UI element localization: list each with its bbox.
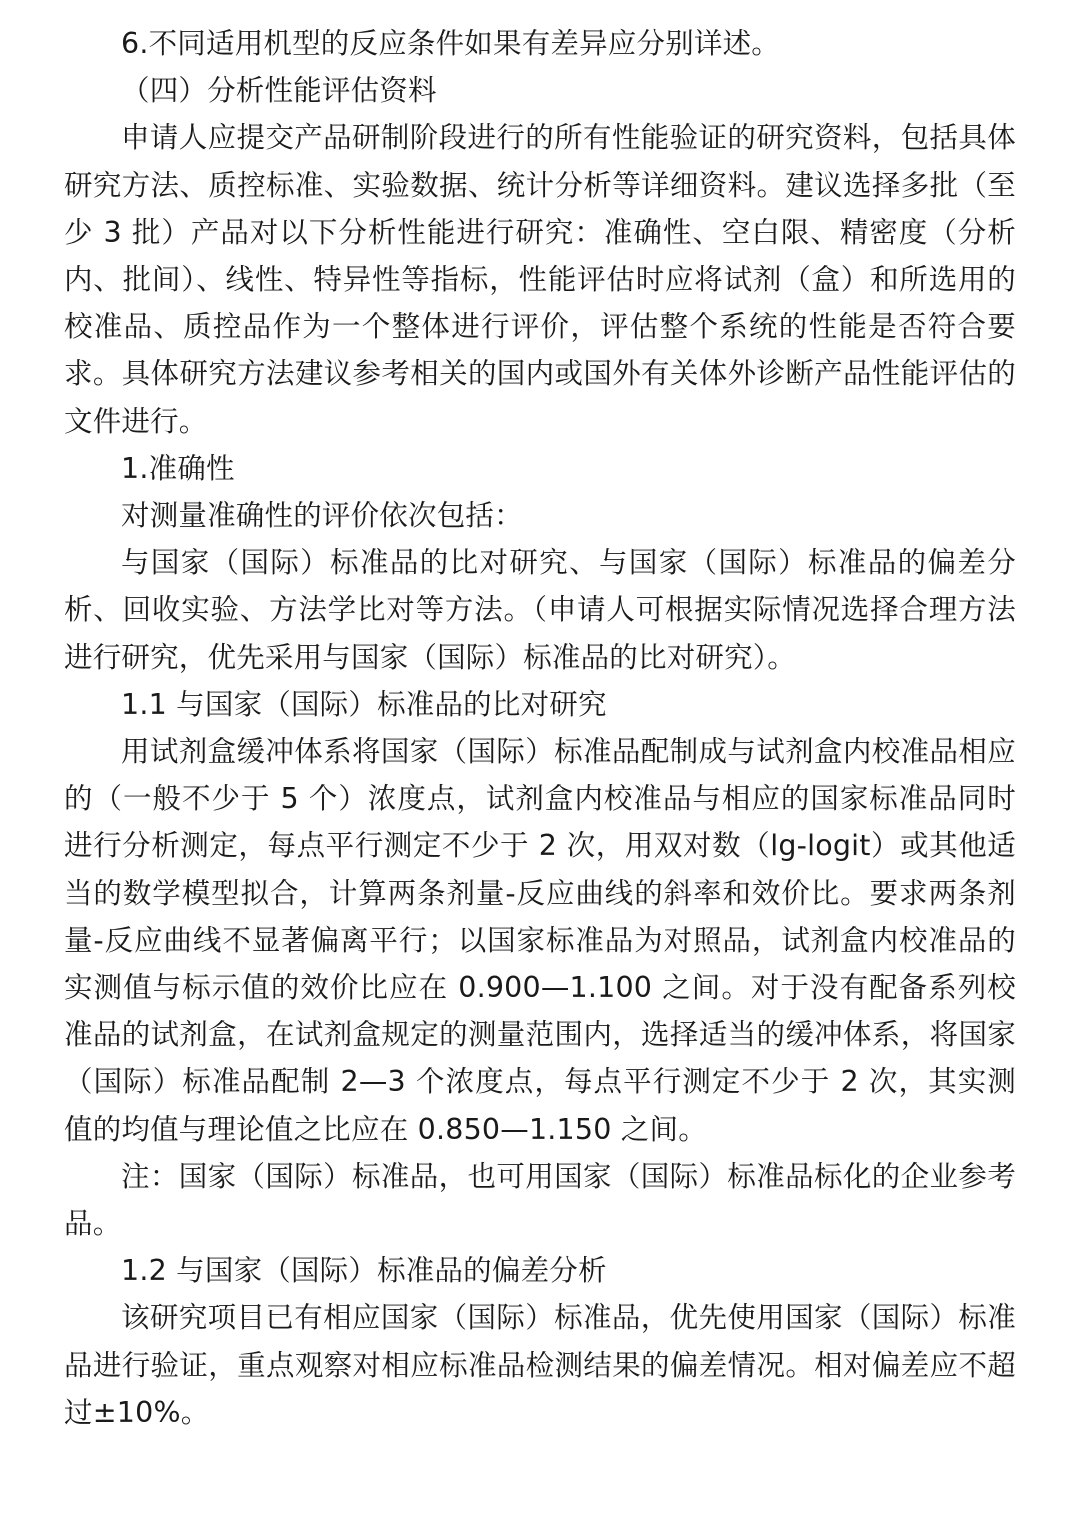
section-heading-performance: （四）分析性能评估资料 xyxy=(121,74,437,108)
paragraph-accuracy-methods: 与国家（国际）标准品的比对研究、与国家（国际）标准品的偏差分析、回收实验、方法学比对等方法。（申请人可根据实际情况选择合理方法进行研究，优先采用与国家（国际）标准品的比对研究）。 xyxy=(64,546,1016,674)
paragraph-performance-intro: 申请人应提交产品研制阶段进行的所有性能验证的研究资料，包括具体研究方法、质控标准、实验数据、统计分析等详细资料。建议选择多批（至少 3 批）产品对以下分析性能进行研究：准确性、空白限、精密度（分析内、批间）、线性、特异性等指标，性能评估时应将试剂（盒）和所选用的校准品、质控品作为一个整体进行评价，评估整个系统的性能是否符合要求。具体研究方法建议参考相关的国内或国外有关体外诊断产品性能评估的文件进行。 xyxy=(64,121,1016,438)
paragraph-accuracy-lead: 对测量准确性的评价依次包括： xyxy=(121,499,523,533)
paragraph-note: 注：国家（国际）标准品，也可用国家（国际）标准品标化的企业参考品。 xyxy=(64,1159,1016,1241)
paragraph-bias-analysis: 该研究项目已有相应国家（国际）标准品，优先使用国家（国际）标准品进行验证，重点观察对相应标准品检测结果的偏差情况。相对偏差应不超过±10%。 xyxy=(64,1301,1016,1429)
heading-bias-analysis: 1.2 与国家（国际）标准品的偏差分析 xyxy=(121,1254,607,1288)
heading-comparison-study: 1.1 与国家（国际）标准品的比对研究 xyxy=(121,687,607,721)
paragraph-comparison-study: 用试剂盒缓冲体系将国家（国际）标准品配制成与试剂盒内校准品相应的（一般不少于 5 个）浓度点，试剂盒内校准品与相应的国家标准品同时进行分析测定，每点平行测定不少于 2 次，用双对数（lg-logit）或其他适当的数学模型拟合，计算两条剂量-反应曲线的斜率和效价比。要求两条剂量-反应曲线不显著偏离平行；以国家标准品为对照品，试剂盒内校准品的实测值与标示值的效价比应在 0.900—1.100 之间。对于没有配备系列校准品的试剂盒，在试剂盒规定的测量范围内，选择适当的缓冲体系，将国家（国际）标准品配制 2—3 个浓度点，每点平行测定不少于 2 次，其实测值的均值与理论值之比应在 0.850—1.150 之间。 xyxy=(64,735,1016,1146)
document-page xyxy=(64,20,1016,1436)
paragraph-reaction-conditions: 6.不同适用机型的反应条件如果有差异应分别详述。 xyxy=(121,27,780,60)
heading-accuracy: 1.准确性 xyxy=(121,451,235,485)
